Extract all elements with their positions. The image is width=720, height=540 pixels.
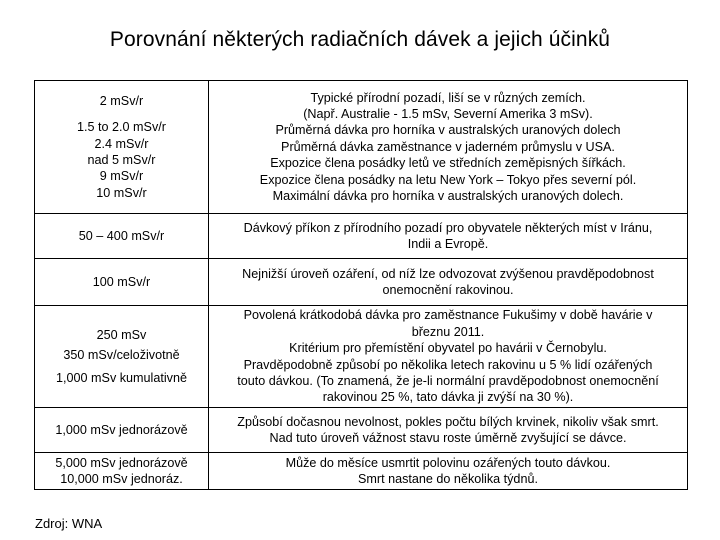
effect-text: Povolená krátkodobá dávka pro zaměstnance Fukušimy v době havárie v xyxy=(243,308,653,323)
effect-text: Může do měsíce usmrtit polovinu ozářených touto dávkou. xyxy=(285,455,611,470)
effect-text: touto dávkou. (To znamená, že je-li normální pravděpodobnost onemocnění xyxy=(237,373,659,388)
table-row xyxy=(35,259,688,306)
dose-value: 10 mSv/r xyxy=(96,185,147,200)
dose-cell xyxy=(35,453,209,490)
dose-value: 10,000 mSv jednoráz. xyxy=(60,472,183,486)
effect-text: Indii a Evropě. xyxy=(407,237,489,251)
dose-value: 5,000 mSv jednorázově xyxy=(55,455,188,470)
effect-text: Nad tuto úroveň vážnost stavu roste úměrně zvyšující se dávce. xyxy=(269,431,627,445)
dose-value: 50 – 400 mSv/r xyxy=(78,228,165,243)
effect-cell xyxy=(209,214,688,259)
dose-value: 1.5 to 2.0 mSv/r xyxy=(77,120,166,135)
dose-cell xyxy=(35,306,209,408)
dose-value: 1,000 mSv jednorázově xyxy=(55,422,188,437)
dose-cell xyxy=(35,259,209,306)
dose-value: 350 mSv/celoživotně xyxy=(63,348,180,363)
effect-text: Průměrná dávka pro horníka v australských uranových dolech xyxy=(275,123,621,138)
effect-cell xyxy=(209,453,688,490)
effect-text: Dávkový příkon z přírodního pozadí pro obyvatele některých míst v Iránu, xyxy=(243,220,653,235)
table-row xyxy=(35,453,688,490)
dose-value: 250 mSv xyxy=(96,327,147,342)
page-title: Porovnání některých radiačních dávek a jejich účinků xyxy=(109,28,611,51)
source-note: Zdroj: WNA xyxy=(35,516,103,531)
effect-text: březnu 2011. xyxy=(411,324,485,339)
dose-value: 1,000 mSv kumulativně xyxy=(56,370,187,385)
dose-cell xyxy=(35,408,209,453)
dose-value: 2 mSv/r xyxy=(99,93,144,108)
table-row xyxy=(35,408,688,453)
table-row xyxy=(35,81,688,214)
effect-text: Kritérium pro přemístění obyvatel po havárii v Černobylu. xyxy=(289,341,607,356)
effect-text: rakovinou 25 %, tato dávka ji zvýší na 30 %). xyxy=(322,390,574,405)
effect-text: Expozice člena posádky letů ve středních zeměpisných šířkách. xyxy=(270,156,626,171)
dose-value: 9 mSv/r xyxy=(99,169,144,184)
effect-text: onemocnění rakovinou. xyxy=(382,283,514,297)
effect-text: Průměrná dávka zaměstnance v jaderném průmyslu v USA. xyxy=(281,139,615,154)
effect-text: Expozice člena posádky na letu New York – Tokyo přes severní pól. xyxy=(259,172,637,187)
effect-cell xyxy=(209,81,688,214)
effect-text: Smrt nastane do několika týdnů. xyxy=(358,472,538,486)
table-row xyxy=(35,214,688,259)
effect-text: Typické přírodní pozadí, liší se v různých zemích. xyxy=(310,90,586,105)
effect-text: Nejnižší úroveň ozáření, od níž lze odvozovat zvýšenou pravděpodobnost xyxy=(242,266,654,281)
effect-cell xyxy=(209,259,688,306)
dose-value: 2.4 mSv/r xyxy=(94,136,149,151)
dose-cell xyxy=(35,81,209,214)
effect-cell xyxy=(209,306,688,408)
effect-text: Způsobí dočasnou nevolnost, pokles počtu bílých krvinek, nikoliv však smrt. xyxy=(237,414,659,429)
effect-text: Pravděpodobně způsobí po několika letech rakovinu u 5 % lidí ozářených xyxy=(243,357,653,372)
effect-text: Maximální dávka pro horníka v australských uranových dolech. xyxy=(272,189,624,204)
dose-cell xyxy=(35,214,209,259)
table-row xyxy=(35,306,688,408)
effect-text: (Např. Australie - 1.5 mSv, Severní Amerika 3 mSv). xyxy=(303,106,593,121)
dose-table xyxy=(34,80,688,490)
dose-value: nad 5 mSv/r xyxy=(87,153,156,167)
effect-cell xyxy=(209,408,688,453)
dose-value: 100 mSv/r xyxy=(92,274,151,289)
